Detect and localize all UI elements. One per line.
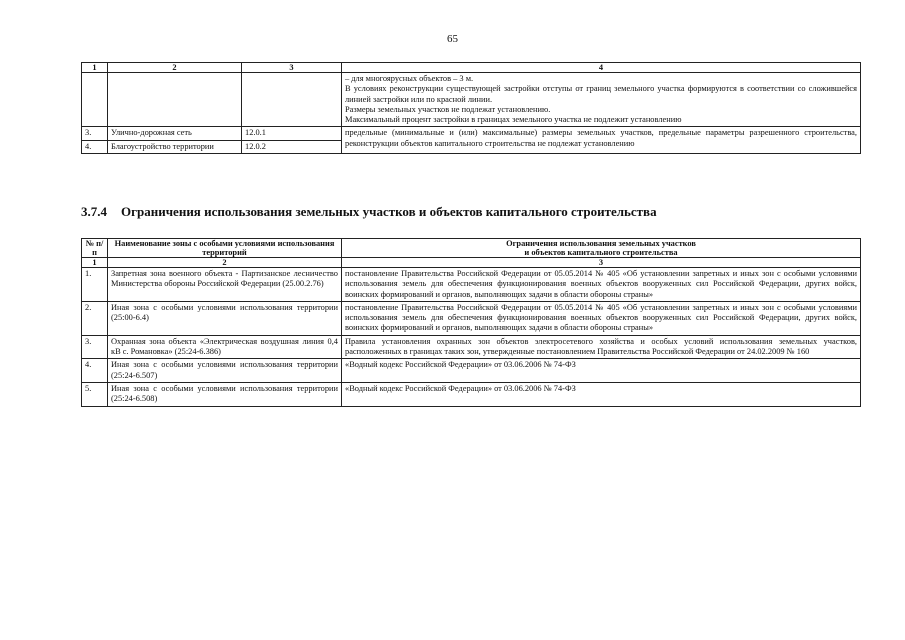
table1-col-header: 2 <box>108 63 242 73</box>
zone-name: Иная зона с особыми условиями использования территории (25:00-6.4) <box>108 301 342 335</box>
table2-column-number-row <box>82 258 861 268</box>
header-line: Ограничения использования земельных участков <box>506 239 696 248</box>
table-row <box>82 268 861 302</box>
table-cell <box>108 73 242 127</box>
column-number: 3 <box>342 258 861 268</box>
land-use-name: Благоустройство территории <box>108 140 242 153</box>
column-number: 2 <box>108 258 342 268</box>
header-line: и объектов капитального строительства <box>524 248 678 257</box>
zone-name: Иная зона с особыми условиями использования территории (25:24-6.507) <box>108 359 342 383</box>
setback-parameters-cell <box>342 73 861 127</box>
row-number: 4. <box>82 140 108 153</box>
text-line: Размеры земельных участков не подлежат установлению. <box>345 104 551 114</box>
zone-restriction: постановление Правительства Российской Федерации от 05.05.2014 № 405 «Об установлении запретных и иных зон с особыми условиями использования земель для обеспечения функционирования военных объектов вооруженных сил Российской Федерации, других войск, воинских формирований и органов, выполняющих задачи в области обороны страны» <box>342 301 861 335</box>
row-number: 5. <box>82 382 108 406</box>
zoning-continuation-table <box>81 62 861 154</box>
section-number: 3.7.4 <box>81 204 107 219</box>
row-number: 4. <box>82 359 108 383</box>
row-number: 3. <box>82 127 108 140</box>
zone-restriction: «Водный кодекс Российской Федерации» от 03.06.2006 № 74-ФЗ <box>342 382 861 406</box>
table1-header-row <box>82 63 861 73</box>
zone-restriction: постановление Правительства Российской Федерации от 05.05.2014 № 405 «Об установлении запретных и иных зон с особыми условиями использования земель для обеспечения функционирования военных объектов вооруженных сил Российской Федерации, других войск, воинских формирований и органов, выполняющих задачи в области обороны страны» <box>342 268 861 302</box>
column-number: 1 <box>82 258 108 268</box>
table1-col-header: 4 <box>342 63 861 73</box>
table2-header-row <box>82 239 861 258</box>
header-row-number: № п/п <box>82 239 108 258</box>
table-row <box>82 73 861 127</box>
text-line: В условиях реконструкции существующей застройки отступы от границ земельного участка формируются в соответствии со сложившейся линией застройки или по красной линии. <box>345 84 857 104</box>
land-use-code: 12.0.2 <box>242 140 342 153</box>
text-line: Максимальный процент застройки в границах земельного участка не подлежит установлению <box>345 115 682 125</box>
row-number: 1. <box>82 268 108 302</box>
table-cell <box>242 73 342 127</box>
zone-name: Охранная зона объекта «Электрическая воздушная линия 0,4 кВ с. Романовка» (25:24-6.386) <box>108 335 342 359</box>
page-number: 65 <box>447 33 458 45</box>
table1-col-header: 3 <box>242 63 342 73</box>
merged-parameters-cell: предельные (минимальные и (или) максимальные) размеры земельных участков, предельные параметры разрешенного строительства, реконструкции объектов капитального строительства не подлежат установлению <box>342 127 861 154</box>
table1-col-header: 1 <box>82 63 108 73</box>
zone-restriction: «Водный кодекс Российской Федерации» от 03.06.2006 № 74-ФЗ <box>342 359 861 383</box>
row-number: 3. <box>82 335 108 359</box>
header-restrictions <box>342 239 861 258</box>
text-line: – для многоярусных объектов – 3 м. <box>345 74 474 83</box>
table-row <box>82 127 861 140</box>
table-row <box>82 335 861 359</box>
land-use-code: 12.0.1 <box>242 127 342 140</box>
land-use-name: Улично-дорожная сеть <box>108 127 242 140</box>
section-heading <box>81 204 861 220</box>
header-zone-name: Наименование зоны с особыми условиями использования территорий <box>108 239 342 258</box>
row-number: 2. <box>82 301 108 335</box>
table-row <box>82 382 861 406</box>
section-title: Ограничения использования земельных участков и объектов капитального строительства <box>121 204 657 219</box>
zone-restriction: Правила установления охранных зон объектов электросетевого хозяйства и особых условий использования земельных участков, расположенных в границах таких зон, утвержденные постановлением Правительства Российской Федерации от 24.02.2009 № 160 <box>342 335 861 359</box>
restrictions-table <box>81 238 861 407</box>
table-row <box>82 359 861 383</box>
zone-name: Запретная зона военного объекта - Партизанское лесничество Министерства обороны Российской Федерации (25.00.2.76) <box>108 268 342 302</box>
zone-name: Иная зона с особыми условиями использования территории (25:24-6.508) <box>108 382 342 406</box>
table-row <box>82 301 861 335</box>
table-cell <box>82 73 108 127</box>
